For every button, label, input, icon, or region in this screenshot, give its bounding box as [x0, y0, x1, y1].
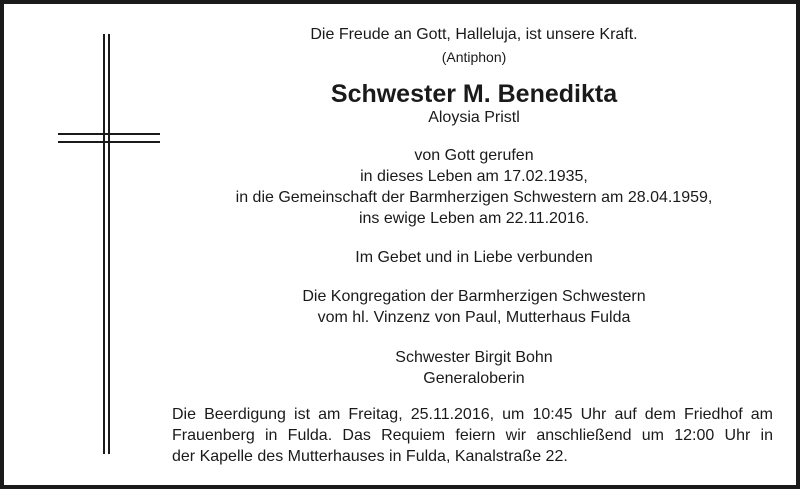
signer-name: Schwester Birgit Bohn	[395, 349, 553, 366]
congregation-line-1: Die Kongregation der Barmherzigen Schwestern	[302, 288, 646, 305]
funeral-line-3: der Kapelle des Mutterhauses in Fulda, Kanalstraße 22.	[172, 448, 568, 465]
deceased-name: Schwester M. Benedikta	[330, 80, 618, 108]
life-line-profession: in die Gemeinschaft der Barmherzigen Schwestern am 28.04.1959,	[235, 189, 713, 206]
life-line-death: ins ewige Leben am 22.11.2016.	[358, 210, 590, 227]
motto: Die Freude an Gott, Halleluja, ist unsere Kraft.	[310, 26, 638, 43]
funeral-info	[172, 404, 773, 467]
signer-title: Generaloberin	[423, 370, 525, 387]
life-line-called: von Gott gerufen	[414, 147, 534, 164]
life-line-birth: in dieses Leben am 17.02.1935,	[360, 168, 588, 185]
cross-icon	[58, 34, 160, 454]
prayer-line: Im Gebet und in Liebe verbunden	[355, 249, 593, 266]
motto-note: (Antiphon)	[441, 49, 507, 65]
civil-name: Aloysia Pristl	[428, 109, 520, 126]
congregation-line-2: vom hl. Vinzenz von Paul, Mutterhaus Fulda	[317, 309, 631, 326]
funeral-line-1: Die Beerdigung ist am Freitag, 25.11.2016, um 10:45 Uhr auf dem Friedhof am	[172, 406, 773, 423]
funeral-line-2: Frauenberg in Fulda. Das Requiem feiern wir anschließend um 12:00 Uhr in	[172, 427, 773, 444]
